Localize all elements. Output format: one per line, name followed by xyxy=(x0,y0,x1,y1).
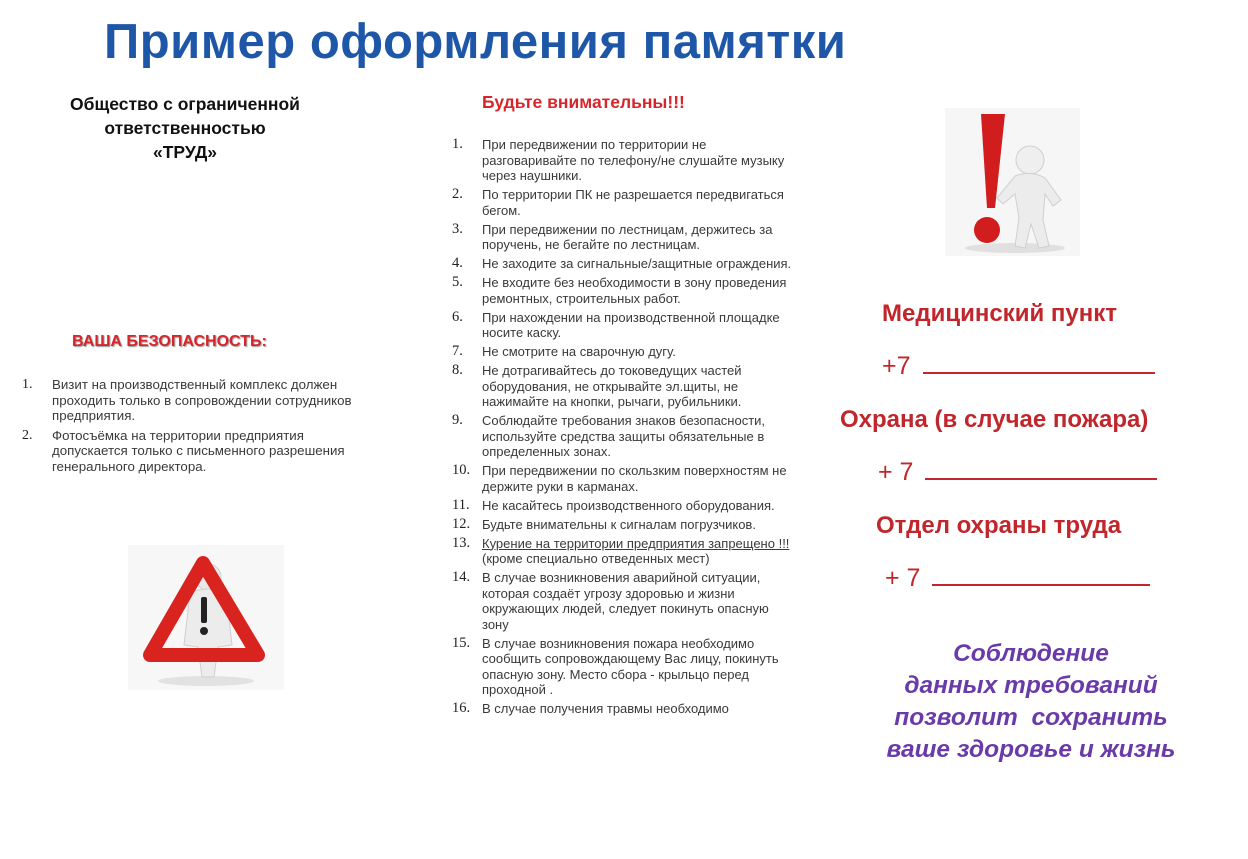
organization-line-3: «ТРУД» xyxy=(152,142,218,162)
closing-line-4: ваше здоровье и жизнь xyxy=(886,736,1176,763)
rule-text: При передвижении по скользким поверхностям не держите руки в карманах. xyxy=(482,463,787,494)
rule-text: Будьте внимательны к сигналам погрузчиков. xyxy=(482,516,756,532)
rule-number: 1. xyxy=(452,136,463,152)
page-title: Пример оформления памятки xyxy=(104,15,847,69)
organization-name xyxy=(40,92,330,164)
safety-item-number: 1. xyxy=(22,377,33,392)
rule-item xyxy=(452,536,792,567)
rule-text xyxy=(482,536,792,567)
rule-text: При передвижении по лестницам, держитесь за поручень, не бегайте по лестницам. xyxy=(482,221,773,252)
safety-list xyxy=(22,377,382,478)
rule-number: 13. xyxy=(452,534,471,551)
phone-blank xyxy=(925,460,1157,480)
rule-text: В случае возникновения аварийной ситуации, которая создаёт угрозу здоровью и жизни окружающих людей, следует покинуть опасную зону xyxy=(482,570,769,632)
rule-item xyxy=(452,701,792,717)
rule-text: Соблюдайте требования знаков безопасности, используйте средства защиты обязательные в определенных зонах. xyxy=(482,413,766,459)
phone-prefix: +7 xyxy=(882,352,911,380)
rule-item xyxy=(452,137,792,184)
rule-text: При нахождении на производственной площадке носите каску. xyxy=(482,309,780,340)
phone-prefix: + 7 xyxy=(885,564,921,592)
warning-triangle-figure-icon xyxy=(128,545,284,690)
phone-prefix: + 7 xyxy=(878,458,914,486)
contact-title-medical: Медицинский пункт xyxy=(882,300,1117,327)
organization-line-2: ответственностью xyxy=(104,118,266,138)
rule-text: По территории ПК не разрешается передвигаться бегом. xyxy=(482,187,784,218)
rule-number: 4. xyxy=(452,255,463,271)
rule-item xyxy=(452,275,792,306)
rule-number: 7. xyxy=(452,343,463,359)
rule-number: 11. xyxy=(452,496,470,513)
rule-item xyxy=(452,463,792,494)
safety-item-text: Визит на производственный комплекс должен проходить только в сопровождении сотрудников предприятия. xyxy=(52,377,352,423)
rule-item xyxy=(452,570,792,632)
rule-item xyxy=(452,344,792,360)
safety-item-text: Фотосъёмка на территории предприятия допускается только с письменного разрешения генерального директора. xyxy=(52,427,345,474)
rule-text: Не дотрагивайтесь до токоведущих частей оборудования, не открывайте эл.щиты, не нажимайте на кнопки, рычаги, рубильники. xyxy=(482,363,742,409)
rule-number: 8. xyxy=(452,362,463,378)
rule-item xyxy=(452,187,792,218)
rule-number: 10. xyxy=(452,462,471,478)
rule-item xyxy=(452,517,792,533)
rule-item xyxy=(452,222,792,253)
rule-text-underlined: Курение на территории предприятия запрещено !!! xyxy=(482,535,790,551)
closing-line-1: Соблюдение xyxy=(953,640,1109,667)
rule-number: 12. xyxy=(452,515,471,532)
exclamation-figure-icon xyxy=(945,108,1080,256)
organization-line-1: Общество с ограниченной xyxy=(70,94,300,114)
closing-line-3: позволит сохранить xyxy=(894,704,1168,731)
closing-line-2: данных требований xyxy=(904,672,1158,699)
safety-item xyxy=(22,428,382,475)
safety-item xyxy=(22,377,382,424)
rule-number: 3. xyxy=(452,220,463,237)
rule-number: 9. xyxy=(452,412,463,428)
contact-title-security: Охрана (в случае пожара) xyxy=(840,406,1149,433)
rule-text: В случае возникновения пожара необходимо сообщить сопровождающему Вас лицу, покинуть опасную зону. Место сбора - крыльцо перед проходной . xyxy=(482,635,779,697)
rule-text: Не заходите за сигнальные/защитные ограждения. xyxy=(482,256,792,271)
rule-text: В случае получения травмы необходимо xyxy=(482,701,729,716)
closing-message xyxy=(856,638,1206,766)
rule-number: 16. xyxy=(452,700,471,716)
rule-text: Не касайтесь производственного оборудования. xyxy=(482,497,775,513)
rule-text: При передвижении по территории не разговаривайте по телефону/не слушайте музыку через наушники. xyxy=(482,137,785,183)
rule-item xyxy=(452,310,792,341)
safety-item-number: 2. xyxy=(22,427,33,443)
rule-number: 14. xyxy=(452,569,471,585)
phone-line-security xyxy=(878,458,1157,487)
rule-text: Не смотрите на сварочную дугу. xyxy=(482,344,676,359)
rule-number: 15. xyxy=(452,634,471,651)
rule-number: 6. xyxy=(452,308,463,325)
phone-blank xyxy=(923,354,1155,374)
safety-heading: ВАША БЕЗОПАСНОСТЬ: xyxy=(72,333,267,350)
phone-blank xyxy=(932,566,1150,586)
contact-title-labor-safety: Отдел охраны труда xyxy=(876,512,1122,539)
rule-number: 5. xyxy=(452,274,463,290)
rules-list xyxy=(452,137,792,720)
attention-heading: Будьте внимательны!!! xyxy=(482,92,685,112)
rule-number: 2. xyxy=(452,186,463,202)
rule-item xyxy=(452,256,792,272)
phone-line-medical xyxy=(882,352,1155,381)
phone-line-labor-safety xyxy=(885,564,1150,593)
rule-text-rest: (кроме специально отведенных мест) xyxy=(482,551,710,566)
rule-item xyxy=(452,363,792,410)
rule-text: Не входите без необходимости в зону проведения ремонтных, строительных работ. xyxy=(482,275,787,306)
rule-item xyxy=(452,413,792,460)
rule-item xyxy=(452,498,792,514)
rule-item xyxy=(452,636,792,698)
